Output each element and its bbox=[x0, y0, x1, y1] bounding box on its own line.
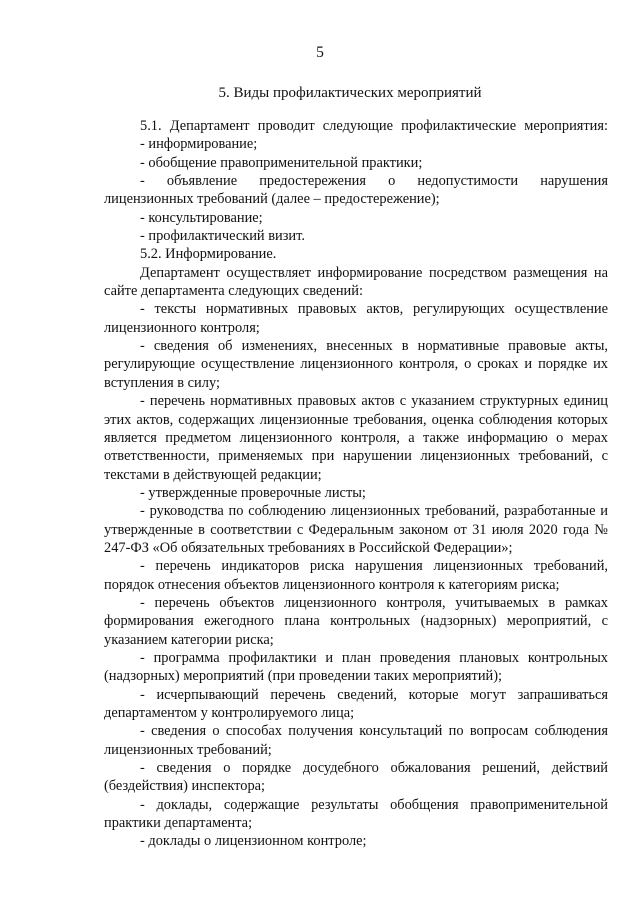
paragraph: 5.2. Информирование. bbox=[140, 246, 277, 263]
paragraph: - объявление предостережения о недопустимости нарушения лицензионных требований (далее – предостережение); bbox=[104, 173, 608, 208]
paragraph: - сведения об изменениях, внесенных в нормативные правовые акты, регулирующие осуществление лицензионного контроля, о сроках и порядке их вступления в силу; bbox=[104, 338, 608, 391]
paragraph: - перечень нормативных правовых актов с указанием структурных единиц этих актов, содержащих лицензионные требования, оценка соблюдения которых является предметом лицензионного контроля, а также информацию о мерах ответственности, применяемых при нарушении лицензионных требований, с текстами в действующей редакции; bbox=[104, 393, 608, 483]
paragraph: - утвержденные проверочные листы; bbox=[140, 484, 366, 501]
paragraph: - доклады, содержащие результаты обобщения правоприменительной практики департамента; bbox=[104, 796, 608, 832]
paragraph: - обобщение правоприменительной практики; bbox=[140, 154, 423, 171]
paragraph: - профилактический визит. bbox=[140, 228, 305, 245]
paragraph: - сведения о порядке досудебного обжалования решений, действий (бездействия) инспектора; bbox=[104, 760, 608, 795]
document-body bbox=[104, 117, 608, 851]
paragraph: 5.1. Департамент проводит следующие профилактические мероприятия: bbox=[140, 118, 608, 134]
paragraph: - перечень индикаторов риска нарушения лицензионных требований, порядок отнесения объектов лицензионного контроля к категориям риска; bbox=[104, 558, 608, 593]
paragraph: - исчерпывающий перечень сведений, которые могут запрашиваться департаментом у контролируемого лица; bbox=[104, 686, 608, 721]
section-title: 5. Виды профилактических мероприятий bbox=[218, 85, 482, 101]
page-number: 5 bbox=[316, 44, 324, 61]
paragraph: - информирование; bbox=[140, 136, 258, 153]
paragraph: - доклады о лицензионном контроле; bbox=[140, 833, 367, 850]
paragraph: - сведения о способах получения консультаций по вопросам соблюдения лицензионных требований; bbox=[104, 723, 608, 758]
paragraph: - консультирование; bbox=[140, 209, 263, 226]
paragraph: - тексты нормативных правовых актов, регулирующих осуществление лицензионного контроля; bbox=[104, 301, 608, 336]
paragraph: - руководства по соблюдению лицензионных требований, разработанные и утвержденные в соответствии с Федеральным законом от 31 июля 2020 года № 247-ФЗ «Об обязательных требованиях в Российской Федерации»; bbox=[104, 503, 608, 556]
paragraph: Департамент осуществляет информирование посредством размещения на сайте департамента следующих сведений: bbox=[104, 264, 608, 300]
paragraph: - программа профилактики и план проведения плановых контрольных (надзорных) мероприятий (при проведении таких мероприятий); bbox=[104, 649, 608, 685]
paragraph: - перечень объектов лицензионного контроля, учитываемых в рамках формирования ежегодного плана контрольных (надзорных) мероприятий, с указанием категории риска; bbox=[104, 594, 608, 648]
